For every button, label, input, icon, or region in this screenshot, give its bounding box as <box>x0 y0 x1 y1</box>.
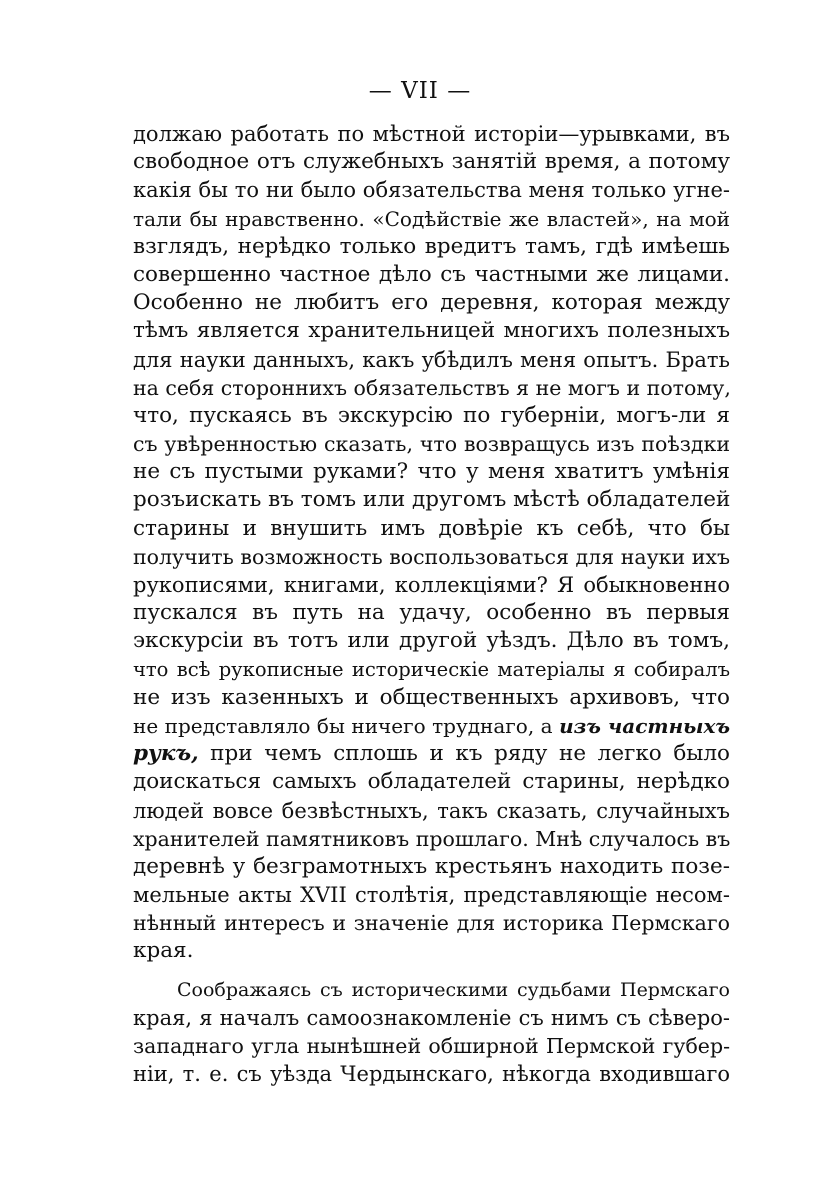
text-line: края, я началъ самоознакомленіе съ нимъ съ сѣверо- <box>133 1005 730 1030</box>
text-line: мельные акты XVII столѣтія, представляющіе несом- <box>133 883 730 908</box>
text-line: западнаго угла нынѣшней обширной Пермской губер- <box>133 1034 730 1058</box>
text-line: на себя стороннихъ обязательствъ я не могъ и потому, <box>133 375 731 400</box>
text-line: старины и внушить имъ довѣріе къ себѣ, что бы <box>133 515 730 541</box>
page-number-header: — VII — <box>368 78 472 104</box>
text-line: края. <box>133 938 194 964</box>
text-line: получить возможность воспользоваться для науки ихъ <box>133 544 730 569</box>
text-line: что, пускаясь въ экскурсію по губерніи, могъ-ли я <box>133 402 730 428</box>
text-line: пускался въ путь на удачу, особенно въ первыя <box>133 600 730 626</box>
text-line: Соображаясь съ историческими судьбами Пермскаго <box>177 978 730 1001</box>
text-line: совершенно частное дѣло съ частными же лицами. <box>133 261 730 287</box>
paragraph <box>133 120 730 966</box>
text-line: ніи, т. е. съ уѣзда Чердынскаго, нѣкогда входившаго <box>133 1062 730 1087</box>
text-line: доискаться самыхъ обладателей старины, нерѣдко <box>133 769 730 795</box>
text-span: не представляло бы ничего труднаго, а <box>133 713 560 738</box>
text-line: съ увѣренностью сказать, что возвращусь изъ поѣздки <box>133 432 730 457</box>
text-line: деревнѣ у безграмотныхъ крестьянъ находить позе- <box>133 853 730 879</box>
emphasized-text: изъ частныхъ <box>559 713 730 738</box>
text-line: для науки данныхъ, какъ убѣдилъ меня опытъ. Брать <box>133 347 730 372</box>
text-line: какія бы то ни было обязательства меня только угне- <box>133 178 730 203</box>
text-line: тѣмъ является хранительницей многихъ полезныхъ <box>133 318 730 344</box>
text-line: взглядъ, нерѣдко только вредитъ тамъ, гдѣ имѣешь <box>133 233 730 259</box>
text-line: что всѣ рукописные историческіе матеріалы я собиралъ <box>133 657 730 681</box>
text-line: Особенно не любитъ его деревня, которая между <box>133 290 730 316</box>
text-line: свободное отъ служебныхъ занятій время, а потому <box>133 149 730 175</box>
text-line <box>133 712 730 740</box>
text-line: хранителей памятниковъ прошлаго. Мнѣ случалось въ <box>133 826 731 851</box>
text-line: людей вовсе безвѣстныхъ, такъ сказать, случайныхъ <box>133 798 730 823</box>
text-line: тали бы нравственно. «Содѣйствіе же властей», на мой <box>133 206 730 231</box>
text-line: нѣнный интересъ и значеніе для историка Пермскаго <box>133 911 730 936</box>
text-line: должаю работать по мѣстной исторіи—урывками, въ <box>133 122 730 146</box>
body-text <box>133 120 730 1088</box>
text-line: розъискать въ томъ или другомъ мѣстѣ обладателей <box>133 487 731 513</box>
text-line: экскурсіи въ тотъ или другой уѣздъ. Дѣло въ томъ, <box>133 628 730 654</box>
text-line: не съ пустыми руками? что у меня хватитъ умѣнія <box>133 459 730 485</box>
text-line <box>133 740 730 768</box>
paragraph <box>133 976 730 1089</box>
text-line: не изъ казенныхъ и общественныхъ архивовъ, что <box>133 684 730 710</box>
emphasized-text: рукъ, <box>133 741 199 767</box>
text-span: при чемъ сплошь и къ ряду не легко было <box>198 741 730 767</box>
paragraph-gap <box>133 966 730 976</box>
text-line: рукописями, книгами, коллекціями? Я обыкновенно <box>133 573 730 597</box>
